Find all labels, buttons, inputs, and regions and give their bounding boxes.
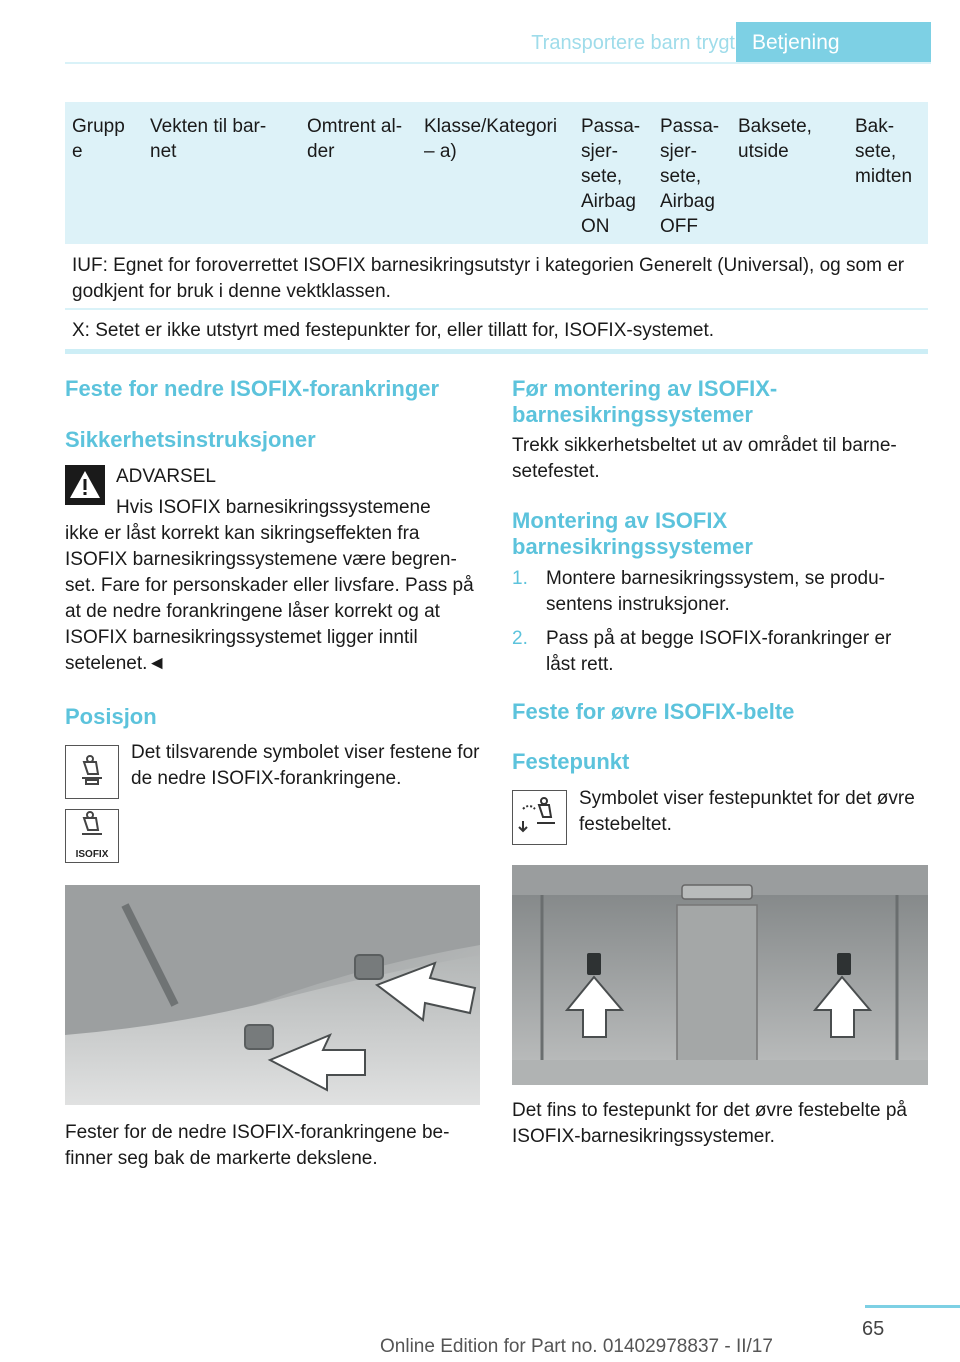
caption-upper-tether: Det fins to festepunkt for det øvre festebelte på ISOFIX-barnesikringssystemer.	[512, 1100, 907, 1147]
table-header-cell: Passa- sjer- sete, Airbag ON	[581, 116, 641, 237]
step-text: Pass på at begge ISOFIX-forankringer er låst rett.	[546, 628, 892, 675]
warning-text-continued: ikke er låst korrekt kan sikringseffekten fra ISOFIX barnesikringssystemene være begren-set. Fare for personskader eller livsfare. Pass på at de nedre forankringene låser korrekt og at ISOFIX barnesikringssystemet ligger inntil setelenet.◄	[65, 523, 474, 674]
heading-lower-isofix: Feste for nedre ISOFIX-forankringer	[65, 376, 440, 401]
table-header-cell: Bak- sete, midten	[855, 116, 913, 187]
heading-mounting: Montering av ISOFIX barnesikringssystemer	[512, 508, 753, 559]
table-header-cell: Baksete, utside	[738, 116, 812, 162]
header-tab: Betjening	[736, 22, 931, 62]
heading-before-mounting: Før montering av ISOFIX-barnesikringssystemer	[512, 376, 778, 427]
heading-anchor-point: Festepunkt	[512, 749, 630, 774]
table-header-cell: Omtrent al- der	[307, 116, 403, 162]
step-number: 2.	[512, 628, 528, 649]
heading-safety: Sikkerhetsinstruksjoner	[65, 427, 316, 452]
mounting-steps	[512, 566, 926, 678]
isofix-icon	[65, 809, 119, 863]
table-header-cell: Vekten til bar- net	[150, 116, 267, 162]
anchor-point-text: Symbolet viser festepunktet for det øvre festebeltet.	[579, 788, 915, 835]
footer-edition: Online Edition for Part no. 01402978837 - II/17	[380, 1336, 773, 1357]
table-header-cell: Passa- sjer- sete, Airbag OFF	[660, 116, 720, 237]
heading-position: Posisjon	[65, 704, 157, 729]
table-bottom-border	[65, 349, 928, 354]
footer-accent-line	[865, 1305, 960, 1308]
isofix-label: ISOFIX	[75, 849, 109, 860]
table-header	[65, 102, 928, 244]
table-row: X: Setet er ikke utstyrt med festepunkter for, eller tillatt for, ISOFIX-systemet.	[72, 320, 715, 341]
header-divider	[65, 62, 931, 64]
isofix-lower-anchor-icon	[65, 745, 119, 799]
warning-text: Hvis ISOFIX barnesikringssystemene	[116, 497, 431, 518]
photo-upper-tether	[512, 865, 928, 1085]
step-text: Montere barnesikringssystem, se produ-sentens instruksjoner.	[546, 568, 885, 615]
table-divider	[65, 308, 928, 310]
table-header-cell: Grupp e	[72, 116, 125, 162]
before-mounting-text: Trekk sikkerhetsbeltet ut av området til barne-setefestet.	[512, 435, 897, 482]
caption-lower-anchors: Fester for de nedre ISOFIX-forankringene be-finner seg bak de markerte dekslene.	[65, 1122, 450, 1169]
photo-lower-anchors	[65, 885, 480, 1105]
list-item	[512, 566, 926, 618]
top-tether-icon	[512, 790, 567, 845]
list-item	[512, 626, 926, 678]
table-header-cell: Klasse/Kategori – a)	[424, 116, 558, 162]
page-number: 65	[862, 1318, 885, 1340]
heading-upper-tether: Feste for øvre ISOFIX-belte	[512, 699, 795, 724]
position-text: Det tilsvarende symbolet viser festene for de nedre ISOFIX-forankringene.	[131, 742, 480, 789]
table-row: IUF: Egnet for foroverrettet ISOFIX barnesikringsutstyr i kategorien Generelt (Universal), og som er godkjent for bruk i denne vektklassen.	[72, 255, 905, 302]
header-section-title: Transportere barn trygt	[531, 32, 735, 54]
step-number: 1.	[512, 568, 528, 589]
warning-triangle-icon	[65, 465, 105, 505]
warning-title: ADVARSEL	[116, 466, 216, 487]
